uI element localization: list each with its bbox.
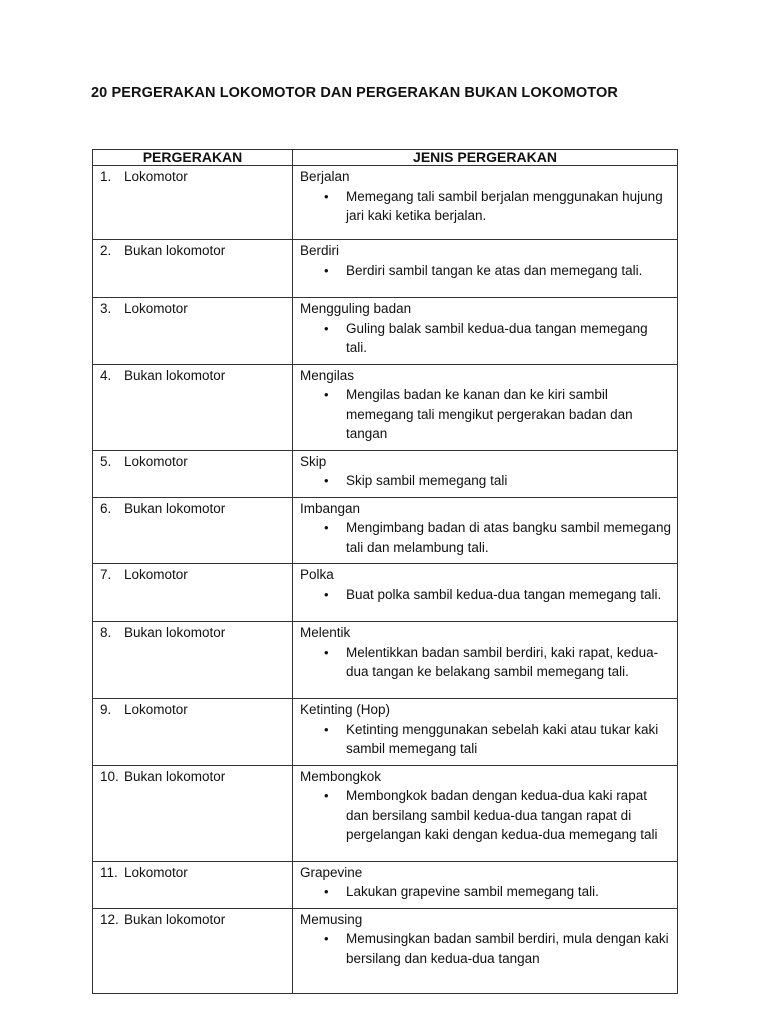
table-row xyxy=(93,622,678,699)
movement-description-list xyxy=(300,585,671,605)
bullet-icon: • xyxy=(324,520,329,535)
table-row xyxy=(93,861,678,908)
movement-name: Ketinting (Hop) xyxy=(300,702,391,717)
movement-table xyxy=(92,149,678,994)
bullet-icon: • xyxy=(324,931,329,946)
row-number: 6. xyxy=(100,500,112,516)
row-number: 3. xyxy=(100,301,112,316)
movement-description: Mengimbang badan di atas bangku sambil memegang tali dan melambung tali. xyxy=(346,520,671,555)
row-number: 1. xyxy=(100,169,112,184)
movement-description: Berdiri sambil tangan ke atas dan memegang tali. xyxy=(346,262,643,278)
list-item xyxy=(300,720,671,759)
movement-description: Mengilas badan ke kanan dan ke kiri sambil memegang tali mengikut pergerakan badan dan tangan xyxy=(346,387,633,441)
table-row xyxy=(93,564,678,622)
movement-name: Grapevine xyxy=(300,864,363,880)
movement-description: Ketinting menggunakan sebelah kaki atau tukar kaki sambil memegang tali xyxy=(346,721,659,756)
movement-category: Bukan lokomotor xyxy=(124,500,226,516)
table-row xyxy=(93,298,678,365)
list-item xyxy=(300,518,671,557)
header-pergerakan: PERGERAKAN xyxy=(93,150,293,166)
movement-category-cell xyxy=(93,699,293,766)
movement-name: Memusing xyxy=(300,911,363,927)
row-number: 12. xyxy=(100,911,119,927)
movement-category: Bukan lokomotor xyxy=(124,768,226,784)
movement-category: Lokomotor xyxy=(124,301,188,316)
movement-name: Melentik xyxy=(300,625,351,640)
movement-description-list xyxy=(300,385,671,444)
bullet-icon: • xyxy=(324,262,329,278)
movement-detail-cell xyxy=(293,622,678,699)
movement-category: Bukan lokomotor xyxy=(124,243,226,258)
movement-description-list xyxy=(300,261,671,281)
table-row xyxy=(93,364,678,450)
movement-category: Lokomotor xyxy=(124,702,188,717)
list-item xyxy=(300,471,671,491)
bullet-icon: • xyxy=(324,644,329,660)
row-number: 7. xyxy=(100,567,112,582)
bullet-icon: • xyxy=(324,884,329,899)
row-number: 10. xyxy=(100,768,119,784)
movement-description-list xyxy=(300,518,671,557)
movement-detail-cell xyxy=(293,364,678,450)
movement-description-list xyxy=(300,786,671,845)
movement-description: Memegang tali sambil berjalan menggunakan hujung jari kaki ketika berjalan. xyxy=(346,188,663,223)
list-item xyxy=(300,643,671,682)
movement-detail-cell xyxy=(293,765,678,861)
list-item xyxy=(300,385,671,444)
bullet-icon: • xyxy=(324,188,329,204)
movement-category-cell xyxy=(93,364,293,450)
page-title: 20 PERGERAKAN LOKOMOTOR DAN PERGERAKAN BUKAN LOKOMOTOR xyxy=(91,85,618,101)
table-header-row xyxy=(93,150,678,166)
movement-description: Skip sambil memegang tali xyxy=(346,473,508,488)
movement-name: Berjalan xyxy=(300,169,350,184)
movement-description: Guling balak sambil kedua-dua tangan memegang tali. xyxy=(346,320,648,355)
movement-detail-cell xyxy=(293,564,678,622)
movement-name: Membongkok xyxy=(300,768,382,784)
movement-name: Mengilas xyxy=(300,367,355,383)
movement-category-cell xyxy=(93,622,293,699)
table-row xyxy=(93,166,678,240)
movement-detail-cell xyxy=(293,861,678,908)
movement-category-cell xyxy=(93,166,293,240)
movement-detail-cell xyxy=(293,908,678,993)
movement-name: Imbangan xyxy=(300,500,361,516)
movement-name: Polka xyxy=(300,567,334,582)
movement-category-cell xyxy=(93,908,293,993)
row-number: 2. xyxy=(100,243,112,258)
movement-category-cell xyxy=(93,450,293,497)
bullet-icon: • xyxy=(324,320,329,336)
movement-category-cell xyxy=(93,497,293,564)
row-number: 8. xyxy=(100,625,112,640)
list-item xyxy=(300,187,671,226)
bullet-icon: • xyxy=(324,586,329,602)
movement-table-container xyxy=(92,149,678,994)
list-item xyxy=(300,261,671,281)
bullet-icon: • xyxy=(324,721,329,737)
movement-description-list xyxy=(300,929,671,968)
table-row xyxy=(93,699,678,766)
movement-category: Bukan lokomotor xyxy=(124,625,226,640)
movement-description: Memusingkan badan sambil berdiri, mula dengan kaki bersilang dan kedua-dua tangan xyxy=(346,931,669,966)
movement-category-cell xyxy=(93,564,293,622)
movement-name: Berdiri xyxy=(300,243,340,258)
movement-detail-cell xyxy=(293,166,678,240)
list-item xyxy=(300,882,671,902)
movement-name: Skip xyxy=(300,453,327,469)
movement-detail-cell xyxy=(293,699,678,766)
table-row xyxy=(93,240,678,298)
bullet-icon: • xyxy=(324,387,329,402)
movement-category-cell xyxy=(93,298,293,365)
movement-category-cell xyxy=(93,240,293,298)
movement-category-cell xyxy=(93,765,293,861)
movement-description-list xyxy=(300,882,671,902)
movement-category: Bukan lokomotor xyxy=(124,911,226,927)
row-number: 4. xyxy=(100,367,112,383)
movement-description-list xyxy=(300,471,671,491)
list-item xyxy=(300,929,671,968)
bullet-icon: • xyxy=(324,788,329,803)
movement-name: Mengguling badan xyxy=(300,301,412,316)
movement-description-list xyxy=(300,643,671,682)
bullet-icon: • xyxy=(324,473,329,488)
movement-category: Lokomotor xyxy=(124,864,188,880)
movement-description: Lakukan grapevine sambil memegang tali. xyxy=(346,884,599,899)
table-row xyxy=(93,450,678,497)
table-row xyxy=(93,908,678,993)
row-number: 5. xyxy=(100,453,112,469)
table-row xyxy=(93,765,678,861)
movement-category: Bukan lokomotor xyxy=(124,367,226,383)
movement-category-cell xyxy=(93,861,293,908)
list-item xyxy=(300,786,671,845)
movement-category: Lokomotor xyxy=(124,169,188,184)
list-item xyxy=(300,319,671,358)
movement-description: Membongkok badan dengan kedua-dua kaki rapat dan bersilang sambil kedua-dua tangan rapat di pergelangan kaki dengan kedua-dua memegang tali xyxy=(346,788,658,842)
row-number: 9. xyxy=(100,702,112,717)
movement-description-list xyxy=(300,720,671,759)
movement-category: Lokomotor xyxy=(124,453,188,469)
movement-category: Lokomotor xyxy=(124,567,188,582)
table-row xyxy=(93,497,678,564)
header-jenis-pergerakan: JENIS PERGERAKAN xyxy=(293,150,678,166)
list-item xyxy=(300,585,671,605)
movement-description: Melentikkan badan sambil berdiri, kaki rapat, kedua-dua tangan ke belakang sambil memegang tali. xyxy=(346,644,659,679)
movement-detail-cell xyxy=(293,298,678,365)
movement-detail-cell xyxy=(293,450,678,497)
movement-detail-cell xyxy=(293,497,678,564)
movement-description-list xyxy=(300,319,671,358)
movement-description: Buat polka sambil kedua-dua tangan memegang tali. xyxy=(346,586,662,602)
movement-detail-cell xyxy=(293,240,678,298)
movement-description-list xyxy=(300,187,671,226)
row-number: 11. xyxy=(100,864,118,880)
